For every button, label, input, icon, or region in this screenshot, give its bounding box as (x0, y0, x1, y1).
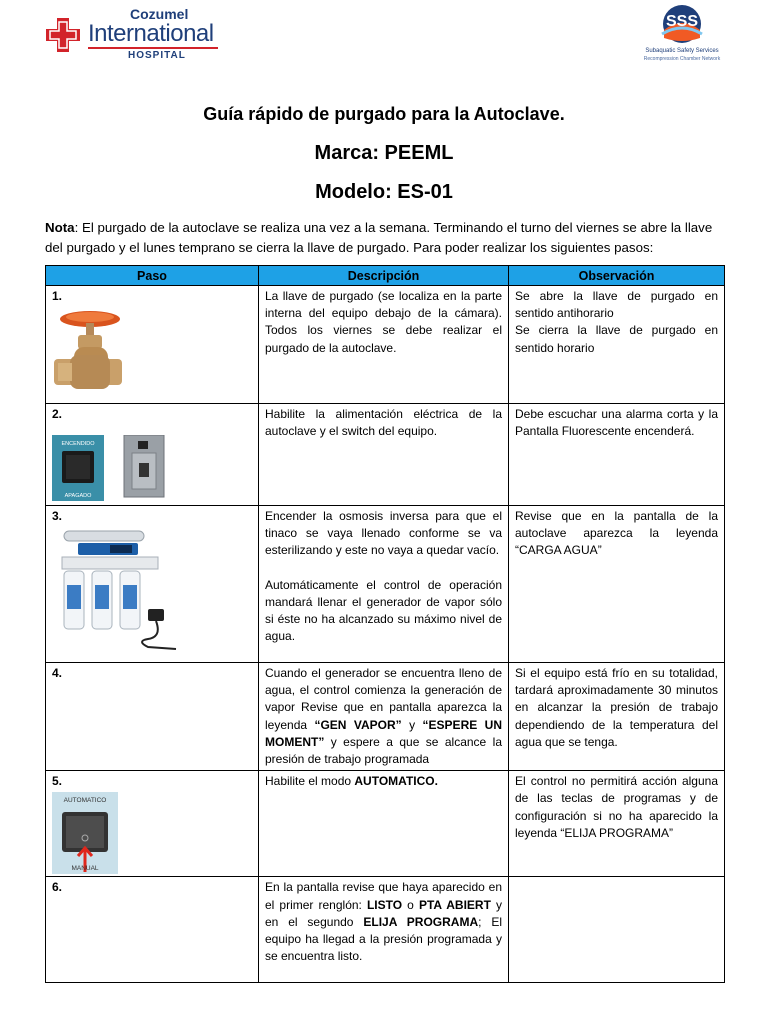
table-row (46, 771, 725, 877)
table-row (46, 663, 725, 771)
description-cell: Cuando el generador se encuentra lleno de agua, el control comienza la generación de vapor Revise que en pantalla aparezca la leyenda “GEN VAPOR” y “ESPERE UN MOMENT” y espere a que se alcance la presión de trabajo programada (259, 663, 509, 771)
power-switch-icon (52, 435, 192, 501)
svg-text:SSS: SSS (665, 13, 699, 30)
step-cell (46, 404, 259, 506)
svg-text:APAGADO: APAGADO (64, 493, 92, 500)
column-header-description: Descripción (259, 266, 509, 286)
description-cell: Habilite el modo AUTOMATICO. (259, 771, 509, 877)
table-row (46, 286, 725, 404)
note-label: Nota (45, 220, 75, 235)
description-cell: Habilite la alimentación eléctrica de la autoclave y el switch del equipo. (259, 404, 509, 506)
logo-text-top: Cozumel (130, 6, 189, 22)
description-text: Automáticamente el control de operación mandará llenar el generador de vapor sólo si éste no ha alcanzado su máximo nivel de agua. (265, 577, 502, 644)
observation-cell: Si el equipo está frío en su totalidad, tardará aproximadamente 30 minutos en alcanzar la presión de trabajo dependiendo de la temperatura del agua que se tenga. (509, 663, 725, 771)
document-title: Guía rápido de purgado para la Autoclave. (203, 104, 565, 124)
step-cell (46, 771, 259, 877)
automatico-mode: AUTOMATICO. (354, 774, 438, 789)
description-cell (259, 506, 509, 663)
observation-cell: Debe escuchar una alarma corta y la Pantalla Fluorescente encenderá. (509, 404, 725, 506)
column-header-observation: Observación (509, 266, 725, 286)
logo-text-main: International (88, 20, 214, 47)
step-number: 4. (52, 666, 63, 680)
description-cell: La llave de purgado (se localiza en la parte interna del equipo debajo de la cámara). Todos los viernes se debe realizar el purgado de la autoclave. (259, 286, 509, 404)
pta-abiert-legend: PTA ABIERT (418, 897, 491, 912)
description-text: Encender la osmosis inversa para que el tinaco se vaya llenado conforme se va esterilizando y este no vaya a quedar vacío. (265, 509, 502, 558)
procedure-table (45, 265, 725, 983)
sss-logo (640, 4, 724, 66)
sss-logo-subtext: Recompression Chamber Network (643, 56, 721, 62)
hospital-logo (44, 6, 234, 62)
table-row (46, 877, 725, 983)
brand-title: Marca: PEEML (314, 142, 454, 164)
sss-logo-text: Subaquatic Safety Services (645, 48, 719, 54)
observation-cell: El control no permitirá acción alguna de las teclas de programas y de configuración si no ha aparecido la leyenda “ELIJA PROGRAMA” (509, 771, 725, 877)
svg-text:ENCENDIDO: ENCENDIDO (61, 441, 95, 448)
auto-manual-switch-icon (52, 792, 118, 874)
step-number: 5. (52, 774, 63, 789)
table-header-row (46, 266, 725, 286)
observation-cell: Revise que en la pantalla de la autoclave aparezca la leyenda “CARGA AGUA” (509, 506, 725, 663)
step-number: 6. (52, 880, 63, 895)
svg-text:AUTOMATICO: AUTOMATICO (63, 797, 107, 805)
step-cell (46, 663, 259, 771)
step-cell (46, 506, 259, 663)
valve-icon (52, 307, 124, 399)
step-number: 3. (52, 509, 63, 523)
espere-legend: “ESPERE UN MOMENT” (265, 717, 502, 749)
reverse-osmosis-icon (52, 527, 182, 655)
sss-emblem-icon (654, 4, 710, 48)
note-paragraph (45, 218, 725, 258)
step-number: 2. (52, 407, 63, 421)
model-title: Modelo: ES-01 (315, 181, 453, 203)
listo-legend: LISTO (366, 897, 403, 912)
observation-cell (509, 877, 725, 983)
column-header-step: Paso (46, 266, 259, 286)
step-number: 1. (52, 289, 63, 303)
note-text: : El purgado de la autoclave se realiza una vez a la semana. Terminando el turno del viernes se abre la llave del purgado y el lunes temprano se cierra la llave de purgado. Para poder realizar los siguientes pasos: (45, 220, 713, 255)
svg-text:MANUAL: MANUAL (71, 865, 99, 873)
observation-cell (509, 286, 725, 404)
elija-programa-legend: ELIJA PROGRAMA (363, 914, 479, 929)
gen-vapor-legend: “GEN VAPOR” (314, 717, 402, 732)
logo-underline (88, 47, 218, 49)
description-cell: En la pantalla revise que haya aparecido en el primer renglón: LISTO o PTA ABIERT y en el segundo ELIJA PROGRAMA; El equipo ha llegad a la presión programada y se encuentra listo. (259, 877, 509, 983)
table-row (46, 506, 725, 663)
logo-text-bottom: HOSPITAL (128, 50, 186, 61)
medical-cross-icon (44, 16, 82, 54)
step-cell (46, 877, 259, 983)
observation-text: Se abre la llave de purgado en sentido antihorario (515, 289, 718, 321)
observation-text: Se cierra la llave de purgado en sentido horario (515, 323, 718, 355)
table-row (46, 404, 725, 506)
step-cell (46, 286, 259, 404)
